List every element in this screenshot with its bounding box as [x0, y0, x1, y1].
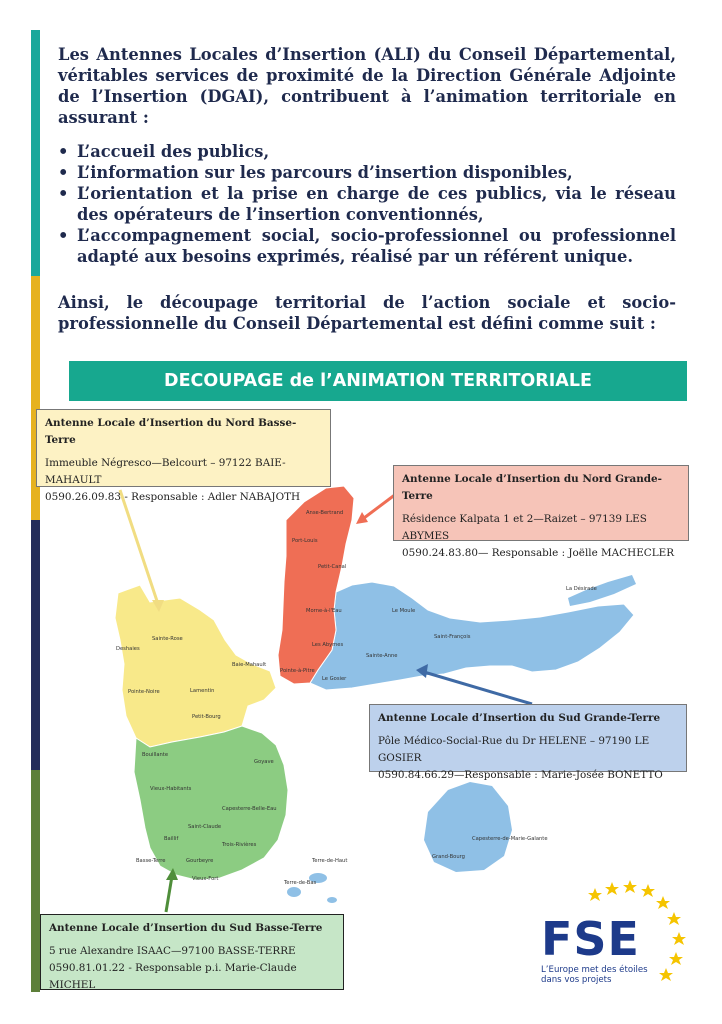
map-label: Bouillante — [142, 752, 169, 758]
list-item: • L’accueil des publics, — [58, 141, 676, 162]
map-label: Baillif — [164, 836, 179, 842]
antenne-address: Résidence Kalpata 1 et 2—Raizet – 97139 LES ABYMES — [402, 513, 647, 542]
arrow-nord-grande-terre — [364, 494, 396, 518]
map-label: Petit-Bourg — [192, 714, 221, 720]
antenne-contact: 0590.26.09.83 - Responsable : Adler NABAJOTH — [45, 491, 301, 503]
map-label: Terre-de-Haut — [312, 858, 348, 864]
arrow-sud-basse-terre — [166, 876, 172, 912]
antenne-contact: 0590.24.83.80— Responsable : Joëlle MACHECLER — [402, 547, 675, 559]
fse-tagline: L’Europe met des étoiles dans vos projets — [541, 965, 648, 985]
conclusion-paragraph: Ainsi, le découpage territorial de l’action sociale et socio-professionnelle du Conseil Départemental est défini comme suit : — [58, 293, 676, 333]
antenne-contact: 0590.81.01.22 - Responsable p.i. Marie-Claude MICHEL — [49, 962, 297, 991]
map-label: Lamentin — [190, 688, 215, 694]
antenne-sud-basse-terre — [40, 914, 344, 990]
antenne-contact: 0590.84.66.29—Responsable : Marie-Josée BONETTO — [378, 769, 663, 781]
antenne-nord-grande-terre — [393, 465, 689, 559]
map-label: Goyave — [254, 759, 274, 765]
map-label: Capesterre-de-Marie-Galante — [472, 836, 548, 842]
map-label: Le Moule — [392, 608, 416, 614]
map-label: Deshaies — [116, 646, 140, 652]
map-label: Anse-Bertrand — [306, 510, 344, 516]
antenne-title: Antenne Locale d’Insertion du Sud Grande-Terre — [378, 712, 661, 724]
fse-logo: FSE — [541, 912, 640, 966]
map-label: Pointe-Noire — [128, 689, 160, 695]
map-label: Gourbeyre — [186, 858, 214, 864]
map-label: Petit-Canal — [318, 564, 347, 570]
map-label: Capesterre-Belle-Eau — [222, 806, 277, 812]
map-label: Grand-Bourg — [432, 854, 465, 860]
map-label: Vieux-Habitants — [150, 786, 192, 792]
map-label: Vieux-Fort — [192, 876, 219, 882]
map-label: Trois-Rivières — [222, 842, 257, 848]
map-label: Saint-Claude — [188, 824, 222, 830]
island-terre-de-bas — [287, 887, 301, 897]
island-ilet — [327, 897, 337, 903]
section-banner: DECOUPAGE de l’ANIMATION TERRITORIALE — [69, 361, 687, 401]
antenne-title: Antenne Locale d’Insertion du Nord Grande-Terre — [402, 473, 662, 502]
map-label: Saint-François — [434, 634, 471, 640]
list-item: • L’accompagnement social, socio-professionnel ou professionnel adapté aux besoins exprimés, réalisé par un référent unique. — [58, 225, 676, 267]
list-item: • L’information sur les parcours d’insertion disponibles, — [58, 162, 676, 183]
antenne-address: Immeuble Négresco—Belcourt – 97122 BAIE-MAHAULT — [45, 457, 286, 486]
map-label: Les Abymes — [312, 642, 344, 648]
antenne-title: Antenne Locale d’Insertion du Sud Basse-Terre — [49, 922, 323, 934]
map-label: Baie-Mahault — [232, 662, 267, 668]
zone-sud-basse-terre — [134, 726, 288, 880]
map-label: Basse-Terre — [136, 858, 166, 864]
map-label: Sainte-Anne — [366, 653, 398, 659]
antenne-title: Antenne Locale d’Insertion du Nord Basse-Terre — [45, 417, 297, 446]
antenne-sud-grande-terre — [369, 704, 687, 781]
intro-paragraph: Les Antennes Locales d’Insertion (ALI) du Conseil Départemental, véritables services de proximité de la Direction Générale Adjointe de l’Insertion (DGAI), contribuent à l’animation territoriale en assurant : — [58, 45, 676, 127]
arrow-sud-grande-terre — [424, 672, 532, 704]
list-item: • L’orientation et la prise en charge de ces publics, via le réseau des opérateurs de l’insertion conventionnés, — [58, 183, 676, 225]
map-label: Morne-à-l'Eau — [306, 608, 342, 614]
map-label: Port-Louis — [292, 538, 318, 544]
antenne-nord-basse-terre — [36, 409, 331, 503]
map-label: Terre-de-Bas — [284, 880, 317, 886]
antenne-address: 5 rue Alexandre ISAAC—97100 BASSE-TERRE — [49, 945, 296, 957]
antenne-address: Pôle Médico-Social-Rue du Dr HELENE – 97190 LE GOSIER — [378, 735, 650, 764]
map-label: Le Gosier — [322, 676, 347, 682]
map-label: Sainte-Rose — [152, 636, 183, 642]
map-label: Pointe-à-Pitre — [280, 668, 315, 674]
map-label: La Désirade — [566, 586, 597, 592]
